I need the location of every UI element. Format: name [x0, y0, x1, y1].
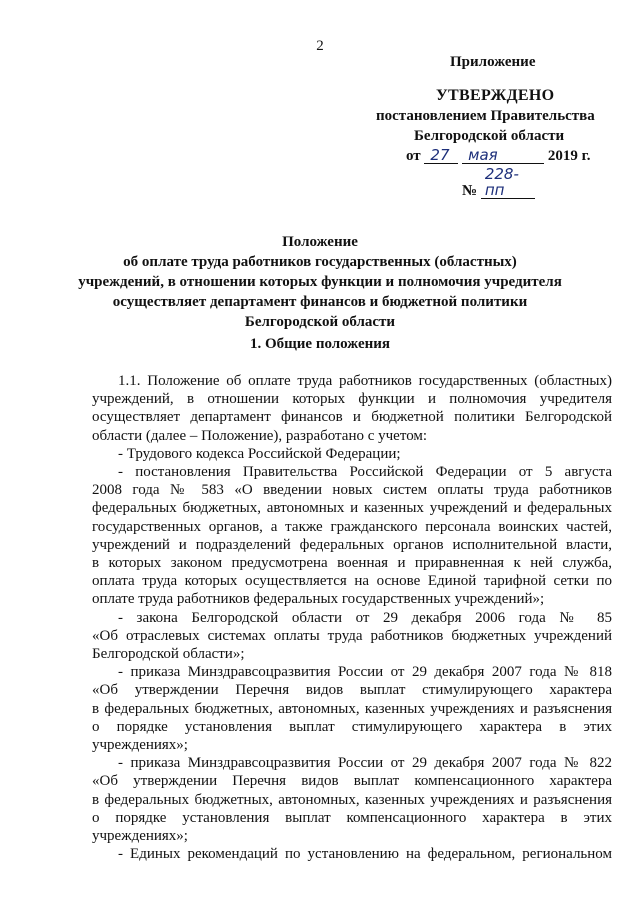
body-line: в федеральных бюджетных, автономных, казенных учреждениях и разъяснения: [92, 700, 612, 717]
appendix-label: Приложение: [450, 54, 536, 70]
approved-region-line: Белгородской области: [414, 128, 565, 144]
body-line: - закона Белгородской области от 29 декабря 2006 года № 85: [118, 609, 612, 626]
title-line: учреждений, в отношении которых функции и полномочия учредителя: [78, 274, 562, 290]
body-line: - Единых рекомендаций по установлению на федеральном, региональном: [118, 846, 612, 863]
body-line: о порядке установления выплат компенсационного характера в этих: [92, 809, 612, 826]
body-line: 2008 года № 583 «О введении новых систем оплаты труда работников: [92, 482, 612, 499]
body-line: в которых законом предусмотрена военная и приравненная к ней служба,: [92, 555, 612, 572]
document-number-line: [462, 166, 608, 201]
body-text: [92, 372, 612, 863]
body-line: «Об отраслевых системах оплаты труда работников бюджетных учреждений: [92, 627, 612, 644]
body-line: учреждений, в отношении которых функции и полномочия учредителя: [92, 391, 612, 408]
body-line: в федеральных бюджетных, автономных, казенных учреждениях и разъяснения: [92, 791, 612, 808]
body-line: оплате труда работников федеральных государственных учреждений»;: [92, 591, 545, 608]
body-line: - приказа Минздравсоцразвития России от 29 декабря 2007 года № 818: [118, 664, 612, 681]
date-prefix: от: [406, 148, 421, 164]
date-day: 27: [424, 147, 458, 164]
approved-label: УТВЕРЖДЕНО: [436, 87, 555, 104]
body-line: - постановления Правительства Российской Федерации от 5 августа: [118, 464, 612, 481]
body-line: учреждениях»;: [92, 737, 188, 754]
body-line: учреждений и подразделений федеральных органов исполнительной власти,: [92, 536, 612, 553]
approval-stamp: [372, 52, 608, 201]
date-year: 2019 г.: [547, 148, 591, 164]
body-line: осуществляет департамент финансов и бюджетной политики Белгородской: [92, 409, 612, 426]
approval-date-line: [406, 146, 608, 166]
body-line: «Об утверждении Перечня видов выплат стимулирующего характера: [92, 682, 612, 699]
approved-by-line: постановлением Правительства: [376, 108, 595, 124]
body-line: федеральных бюджетных, автономных и казенных учреждений и федеральных: [92, 500, 612, 517]
title-line: об оплате труда работников государственных (областных): [123, 254, 517, 270]
section-heading: 1. Общие положения: [249, 336, 391, 352]
body-line: о порядке установления выплат стимулирующего характера в этих: [92, 718, 612, 735]
body-line: - приказа Минздравсоцразвития России от 29 декабря 2007 года № 822: [118, 755, 612, 772]
body-line: оплата труда которых осуществляется на основе Единой тарифной сетки по: [92, 573, 612, 590]
document-title: [60, 232, 580, 332]
body-line: государственных органов, а также гражданского персонала воинских частей,: [92, 518, 612, 535]
page-number: 2: [316, 38, 324, 54]
body-line: Белгородской области»;: [92, 646, 245, 663]
body-line: 1.1. Положение об оплате труда работников государственных (областных): [118, 373, 612, 389]
title-line: осуществляет департамент финансов и бюджетной политики: [112, 294, 528, 310]
body-line: учреждениях»;: [92, 828, 188, 845]
document-number: 228-пп: [481, 166, 535, 199]
title-line: Белгородской области: [244, 314, 396, 330]
number-prefix: №: [462, 183, 478, 199]
body-line: области (далее – Положение), разработано с учетом:: [92, 427, 428, 444]
body-line: - Трудового кодекса Российской Федерации;: [118, 445, 401, 462]
date-month: мая: [462, 147, 544, 164]
body-line: «Об утверждении Перечня видов выплат компенсационного характера: [92, 773, 612, 790]
title-line: Положение: [282, 234, 358, 250]
